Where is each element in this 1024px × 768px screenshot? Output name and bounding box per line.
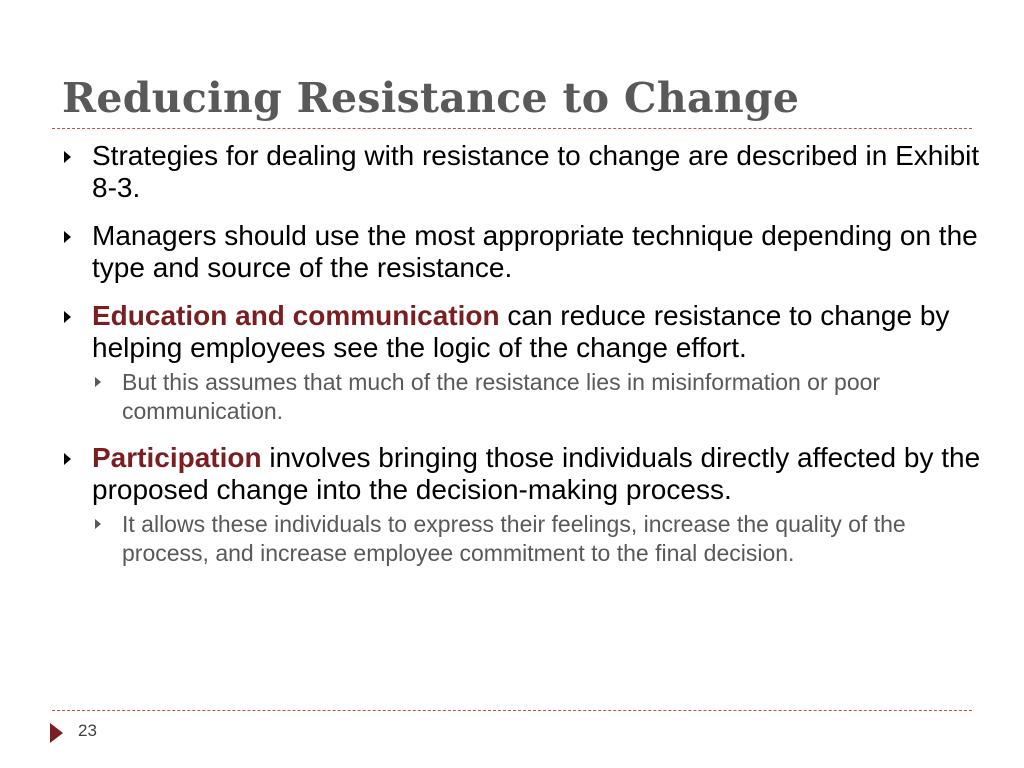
bullet-list <box>62 140 982 584</box>
sub-bullet-text: But this assumes that much of the resistance lies in misinformation or poor communication. <box>122 369 881 424</box>
bullet-text: Strategies for dealing with resistance to change are described in Exhibit 8-3. <box>92 140 980 203</box>
triangle-right-icon <box>64 151 71 163</box>
page-number: 23 <box>78 721 97 740</box>
bullet-text: can reduce resistance to change by helping employees see the logic of the change effort. <box>92 300 950 363</box>
triangle-right-icon <box>64 231 71 243</box>
triangle-right-icon <box>64 453 71 465</box>
bullet-item <box>62 140 982 204</box>
triangle-right-icon <box>95 377 101 387</box>
triangle-right-icon <box>64 311 71 323</box>
triangle-right-icon <box>50 723 63 743</box>
sub-bullet-item <box>92 510 982 568</box>
sub-bullet-item <box>92 368 982 426</box>
bullet-highlight: Participation <box>92 442 262 473</box>
bullet-item <box>62 442 982 568</box>
bullet-item <box>62 220 982 284</box>
bullet-text: involves bringing those individuals directly affected by the proposed change into the decision-making process. <box>92 442 981 505</box>
bullet-highlight: Education and communication <box>92 300 500 331</box>
footer-divider <box>52 710 972 711</box>
sub-bullet-text: It allows these individuals to express their feelings, increase the quality of the process, and increase employee commitment to the final decision. <box>122 511 906 566</box>
bullet-item <box>62 300 982 426</box>
triangle-right-icon <box>95 519 101 529</box>
bullet-text: Managers should use the most appropriate technique depending on the type and source of the resistance. <box>92 220 978 283</box>
slide-title: Reducing Resistance to Change <box>62 74 800 122</box>
title-divider <box>52 128 972 129</box>
